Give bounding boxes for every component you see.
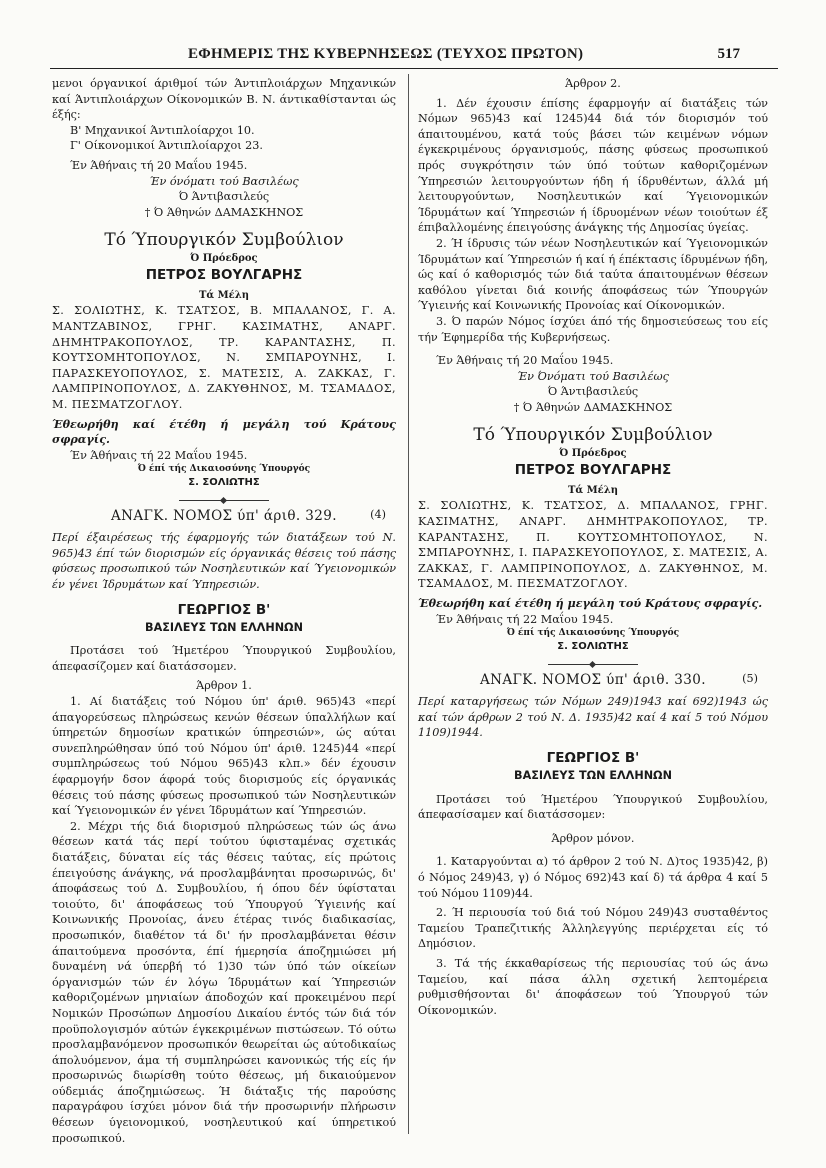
king-title: ΒΑΣΙΛΕΥΣ ΤΩΝ ΕΛΛΗΝΩΝ bbox=[514, 769, 672, 782]
date-line: Έν Άθήναις τή 20 Μαΐου 1945. bbox=[70, 158, 248, 172]
proposal-paragraph: Προτάσει τού Ήμετέρου Ύπουργικού Συμβουλίου, άπεφασίζομεν καί διατάσσομεν. bbox=[52, 644, 396, 673]
article-paragraph: 2. Μέχρι τής διά διορισμού πληρώσεως τών ώς άνω θέσεων κατά τάς περί τούτου ύφισταμένας σχετικάς διατάξεις, δύναται είς τάς θέσεις ταύτας, είς πρώτοις έπειγούσης άνάγκης, νά προσλαμβάνηται προσωρινώς, δι' άποφάσεως τού Δ. Συμβουλίου, ή όπου δέν ύφίσταται τοιούτο, δι' άποφάσεως τού Ύπουργού Ύγιεινής καί Κοινωνικής Προνοίας, άνευ έτέρας τινός διαδικασίας, προσωπικόν, διαθέτον τά δι' ήν προσλαμβάνεται θέσιν άπαιτούμενα προσόντα, έπί ήμερησία άποζημιώσει μή δυναμένη νά ύπερβή τό 1)30 τών ύπό τών οίκείων όργανισμών τών έν λόγω Ίδρυμάτων καί Ύπηρεσιών καθοριζομένων μηνιαίων άποδοχών καί προκειμένου περί Νομικών Προσώπων Δημοσίου Δικαίου έντός τών διά τόν προϋπολογισμόν αύτών έγκεκριμένων πιστώσεων. Τό ούτω προσλαμβανόμενον προσωπικόν θεωρείται ώς αύτοδικαίως άπολυόμενον, άμα τή συμπληρώσει κανονικώς τής είς ήν προσωρινώς διωρίσθη τούτο θέσεως, μή δικαιούμενον ούδεμιάς άποζημιώσεως. Ή διάταξις τής παρούσης παραγράφου ίσχύει μόνον διά τήν προσωρινήν πλήρωσιν θέσεων ύγειονομικού, νοσηλευτικού καί ύπηρετικού προσωπικού. bbox=[52, 819, 396, 1145]
president-label: Ό Πρόεδρος bbox=[190, 253, 258, 265]
law-heading bbox=[52, 507, 396, 526]
column-divider bbox=[408, 74, 409, 1134]
article-paragraph: 2. Ή ίδρυσις τών νέων Νοσηλευτικών καί Ύγειονομικών Ίδρυμάτων καί Ύπηρεσιών ή καί ή έπέκτασις ίδρυμένων ήδη, ώς καί ό καθορισμός τών διά ταύτα άπαιτουμένων θέσεων καθόλου γίνεται διά κοινής άποφάσεως τών Ύπουργών Ύγιεινής καί Κοινωνικής Προνοίας καί Οίκονομικών. bbox=[418, 236, 768, 313]
intro-line: Β' Μηχανικοί Άντιπλοίαρχοι 10. bbox=[70, 123, 255, 137]
date-line: Έν Άθήναις τή 22 Μαΐου 1945. bbox=[436, 612, 614, 626]
article-paragraph: 2. Ή περιουσία τού διά τού Νόμου 249)43 συσταθέντος Ταμείου Τραπεζιτικής Άλληλεγγύης περιέρχεται είς τό Δημόσιον. bbox=[418, 906, 768, 951]
date-line: Έν Άθήναις τή 22 Μαΐου 1945. bbox=[70, 448, 248, 462]
article-title: Άρθρον 2. bbox=[565, 77, 621, 90]
law-title: ΑΝΑΓΚ. ΝΟΜΟΣ ύπ' άριθ. 329. bbox=[111, 508, 337, 525]
article-title: Άρθρον 1. bbox=[196, 679, 252, 693]
signature-line: Ό Άντιβασιλεύς bbox=[178, 190, 270, 204]
seal-note: Έθεωρήθη καί έτέθη ή μεγάλη τού Κράτους σφραγίς. bbox=[418, 596, 763, 611]
left-column bbox=[52, 76, 396, 1146]
council-heading: Τό Ύπουργικόν Συμβούλιον bbox=[473, 425, 713, 446]
date-line: Έν Άθήναις τή 20 Μαΐου 1945. bbox=[436, 354, 614, 368]
article-paragraph: 3. Τά τής έκκαθαρίσεως τής περιουσίας τού ώς άνω Ταμείου, καί πάσα άλλη σχετική λεπτομέρεια ρυθμισθήσονται δι' άποφάσεων τού Ύπουργού τών Οίκονομικών. bbox=[418, 956, 768, 1017]
signature-line: Έν Όνόματι τού Βασιλέως bbox=[517, 369, 669, 383]
minister-label: Ό έπί τής Δικαιοσύνης Ύπουργός bbox=[137, 464, 311, 475]
king-name: ΓΕΩΡΓΙΟΣ Β' bbox=[177, 601, 271, 618]
minister-name: Σ. ΣΟΛΙΩΤΗΣ bbox=[188, 477, 260, 489]
law-heading bbox=[418, 671, 768, 690]
article-paragraph: 1. Αί διατάξεις τού Νόμου ύπ' άριθ. 965)43 «περί άπαγορεύσεως πληρώσεως κενών θέσεων ύπαλλήλων καί ύπηρετών δημοσίων κρατικών ύπηρεσιών», ώς αύται συνεπληρώθησαν ύπό τού Νόμου ύπ' άριθ. 1245)44 «περί συμπληρώσεως τού Νόμου 965)43 κλπ.» δέν έχουσιν έφαρμογήν δσον άφορά τούς διορισμούς είς όργανικάς θέσεις τού πάσης φύσεως προσωπικού τών Νοσηλευτικών καί Ύγειονομικών έν γένει Ίδρυμάτων καί Ύπηρεσιών. bbox=[52, 695, 396, 818]
law-number-tag: (5) bbox=[742, 672, 758, 686]
running-header bbox=[50, 44, 776, 66]
law-subject: Περί καταργήσεως τών Νόμων 249)1943 καί 692)1943 ώς καί τών άρθρων 2 τού Ν. Δ. 1935)42 καί 4 καί 5 τού Νόμου 1109)1944. bbox=[418, 695, 768, 740]
page-title: ΕΦΗΜΕΡΙΣ ΤΗΣ ΚΥΒΕΡΝΗΣΕΩΣ (ΤΕΥΧΟΣ ΠΡΩΤΟΝ) bbox=[188, 46, 584, 62]
president-name: ΠΕΤΡΟΣ ΒΟΥΛΓΑΡΗΣ bbox=[145, 267, 303, 284]
signature-line: Ό Άντιβασιλεύς bbox=[547, 385, 639, 399]
law-number-tag: (4) bbox=[370, 508, 386, 522]
king-name: ΓΕΩΡΓΙΟΣ Β' bbox=[546, 750, 640, 766]
section-divider bbox=[179, 500, 269, 501]
council-heading: Τό Ύπουργικόν Συμβούλιον bbox=[104, 230, 344, 251]
section-divider bbox=[548, 664, 638, 665]
intro-paragraph: μενοι όργανικοί άριθμοί τών Άντιπλοιάρχων Μηχανικών καί Άντιπλοιάρχων Οίκονομικών Β. Ν. άντικαθίστανται ώς έξής: bbox=[52, 77, 396, 122]
king-title: ΒΑΣΙΛΕΥΣ ΤΩΝ ΕΛΛΗΝΩΝ bbox=[145, 620, 303, 634]
article-paragraph: 3. Ό παρών Νόμος ίσχύει άπό τής δημοσιεύσεως του είς τήν Έφημερίδα τής Κυβερνήσεως. bbox=[418, 314, 768, 344]
signature-line: † Ό Άθηνών ΔΑΜΑΣΚΗΝΟΣ bbox=[144, 205, 304, 219]
article-paragraph: 1. Καταργούνται α) τό άρθρον 2 τού Ν. Δ)τος 1935)42, β) ό Νόμος 249)43, γ) ό Νόμος 692)43 καί δ) τά άρθρα 4 καί 5 τού Νόμου 1109)44. bbox=[418, 855, 768, 900]
president-name: ΠΕΤΡΟΣ ΒΟΥΛΓΑΡΗΣ bbox=[514, 462, 672, 479]
right-column bbox=[418, 76, 768, 1018]
signature-line: Έν όνόματι τού Βασιλέως bbox=[149, 174, 299, 188]
members-list: Σ. ΣΟΛΙΩΤΗΣ, Κ. ΤΣΑΤΣΟΣ, Δ. ΜΠΑΛΑΝΟΣ, ΓΡΗΓ. ΚΑΣΙΜΑΤΗΣ, ΑΝΑΡΓ. ΔΗΜΗΤΡΑΚΟΠΟΥΛΟΣ, ΤΡ. ΚΑΡΑΝΤΑΣΗΣ, Π. ΚΟΥΤΣΟΜΗΤΟΠΟΥΛΟΣ, Ν. ΣΜΠΑΡΟΥΝΗΣ, Ι. ΠΑΡΑΣΚΕΥΟΠΟΥΛΟΣ, Σ. ΜΑΤΕΣΙΣ, Α. ΖΑΚΚΑΣ, Γ. ΛΑΜΠΡΙΝΟΠΟΥΛΟΣ, Δ. ΖΑΚΥΘΗΝΟΣ, Μ. ΤΣΑΜΑΔΟΣ, Μ. ΠΕΣΜΑΤΖΟΓΛΟΥ. bbox=[418, 499, 768, 591]
members-label: Τά Μέλη bbox=[198, 290, 250, 302]
article-title: Άρθρον μόνον. bbox=[551, 831, 635, 845]
law-title: ΑΝΑΓΚ. ΝΟΜΟΣ ύπ' άριθ. 330. bbox=[480, 672, 706, 689]
page-number: 517 bbox=[717, 46, 740, 62]
header-rule bbox=[50, 68, 778, 69]
members-label: Τά Μέλη bbox=[567, 485, 619, 497]
signature-line: † Ό Άθηνών ΔΑΜΑΣΚΗΝΟΣ bbox=[513, 400, 673, 414]
minister-label: Ό έπί τής Δικαιοσύνης Ύπουργός bbox=[506, 628, 680, 639]
article-paragraph: 1. Δέν έχουσιν έπίσης έφαρμογήν αί διατάξεις τών Νόμων 965)43 καί 1245)44 διά τόν διορισμόν τού άπαιτουμένου, κατά τούς βάσει τών κειμένων νόμων έγκεκριμένους όργανισμούς, πάσης φύσεως προσωπικού πρός συγκρότησιν τών ύπό τούτων καθοριζομένων Ύπηρεσιών λειτουργούντων ήδη ή ίδρυθέντων, άλλά μή λειτουργούντων, Νοσηλευτικών καί Ύγειονομικών Ίδρυμάτων καί Ύπηρεσιών ή ίδρυομένων νέων τοιούτων έξ έπιβαλλομένης έπειγούσης άνάγκης τής Δημοσίας ύγείας. bbox=[418, 96, 768, 235]
law-subject: Περί έξαιρέσεως τής έφαρμογής τών διατάξεων τού Ν. 965)43 έπί τών διορισμών είς όργανικάς θέσεις τού πάσης φύσεως προσωπικού τών Νοσηλευτικών καί Ύγειονομικών έν γένει Ίδρυμάτων καί Ύπηρεσιών. bbox=[52, 531, 396, 592]
proposal-paragraph: Προτάσει τού Ήμετέρου Ύπουργικού Συμβουλίου, άπεφασίσαμεν καί διατάσσομεν: bbox=[418, 792, 768, 822]
members-list: Σ. ΣΟΛΙΩΤΗΣ, Κ. ΤΣΑΤΣΟΣ, Β. ΜΠΑΛΑΝΟΣ, Γ. Α. ΜΑΝΤΖΑΒΙΝΟΣ, ΓΡΗΓ. ΚΑΣΙΜΑΤΗΣ, ΑΝΑΡΓ. ΔΗΜΗΤΡΑΚΟΠΟΥΛΟΣ, ΤΡ. ΚΑΡΑΝΤΑΣΗΣ, Π. ΚΟΥΤΣΟΜΗΤΟΠΟΥΛΟΣ, Ν. ΣΜΠΑΡΟΥΝΗΣ, Ι. ΠΑΡΑΣΚΕΥΟΠΟΥΛΟΣ, Σ. ΜΑΤΕΣΙΣ, Α. ΖΑΚΚΑΣ, Γ. ΛΑΜΠΡΙΝΟΠΟΥΛΟΣ, Δ. ΖΑΚΥΘΗΝΟΣ, Μ. ΤΣΑΜΑΔΟΣ, Μ. ΠΕΣΜΑΤΖΟΓΛΟΥ. bbox=[52, 304, 396, 411]
seal-note: Έθεωρήθη καί έτέθη ή μεγάλη τού Κράτους σφραγίς. bbox=[52, 416, 396, 447]
minister-name: Σ. ΣΟΛΙΩΤΗΣ bbox=[557, 641, 629, 653]
president-label: Ό Πρόεδρος bbox=[559, 448, 627, 460]
intro-line: Γ' Οίκονομικοί Άντιπλοίαρχοι 23. bbox=[70, 139, 263, 153]
